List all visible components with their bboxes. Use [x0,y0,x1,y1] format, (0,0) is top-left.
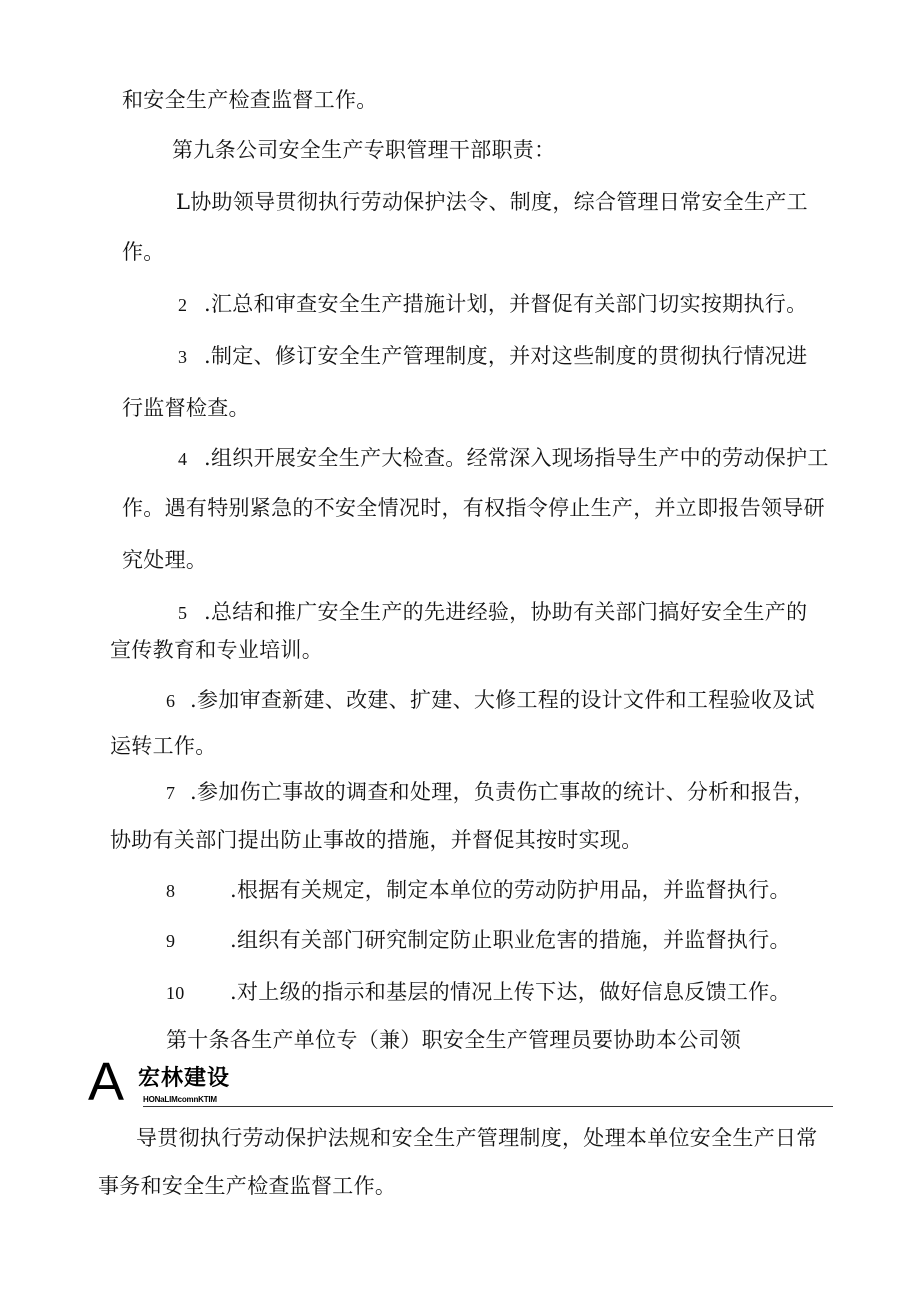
item-7-line: 7 .参加伤亡事故的调查和处理，负责伤亡事故的统计、分析和报告， [166,778,815,807]
item-8-line: 8 .根据有关规定，制定本单位的劳动防护用品，并监督执行。 [166,876,791,905]
header-divider [143,1106,833,1107]
item-3-continuation: 行监督检查。 [122,396,250,420]
item-4-continuation: 究处理。 [122,548,208,572]
item-1-continuation: 作。 [122,240,165,264]
item-9-line: 9 .组织有关部门研究制定防止职业危害的措施，并监督执行。 [166,926,791,955]
item-number: 9 [166,931,176,951]
article-10-heading: 第十条各生产单位专（兼）职安全生产管理员要协助本公司领 [166,1028,742,1052]
item-5-continuation: 宣传教育和专业培训。 [110,638,323,662]
article-10-continuation: 事务和安全生产检查监督工作。 [98,1174,397,1198]
item-6-line: 6 .参加审查新建、改建、扩建、大修工程的设计文件和工程验收及试 [166,686,815,715]
item-number: 4 [178,449,188,469]
logo-company-name: 宏林建设 [138,1066,231,1091]
item-number: 5 [178,603,188,623]
item-3-line: 3 .制定、修订安全生产管理制度，并对这些制度的贯彻执行情况进 [178,342,807,371]
logo-english-name: HONaLIMcomnKTIM [143,1095,217,1104]
item-number: 10 [166,983,185,1003]
item-2-line: 2 .汇总和审查安全生产措施计划，并督促有关部门切实按期执行。 [178,290,807,319]
item-number: 6 [166,691,176,711]
paragraph-line: 和安全生产检查监督工作。 [122,88,378,112]
item-number: 2 [178,295,188,315]
logo-letter-icon: A [88,1052,125,1112]
item-6-continuation: 运转工作。 [110,734,217,758]
item-7-continuation: 协助有关部门提出防止事故的措施，并督促其按时实现。 [110,828,643,852]
item-number: 7 [166,783,176,803]
item-4-continuation: 作。遇有特别紧急的不安全情况时，有权指令停止生产，并立即报告领导研 [122,496,825,520]
article-10-continuation: 导贯彻执行劳动保护法规和安全生产管理制度，处理本单位安全生产日常 [136,1126,818,1150]
item-4-line: 4 .组织开展安全生产大检查。经常深入现场指导生产中的劳动保护工 [178,444,829,473]
item-number: 8 [166,881,176,901]
item-1-line: L协助领导贯彻执行劳动保护法令、制度，综合管理日常安全生产工 [176,190,808,214]
item-10-line: 10 .对上级的指示和基层的情况上传下达，做好信息反馈工作。 [166,978,791,1007]
company-logo [88,1052,833,1112]
item-5-line: 5 .总结和推广安全生产的先进经验，协助有关部门搞好安全生产的 [178,598,807,627]
item-number: 3 [178,347,188,367]
article-9-heading: 第九条公司安全生产专职管理干部职责： [172,138,556,162]
